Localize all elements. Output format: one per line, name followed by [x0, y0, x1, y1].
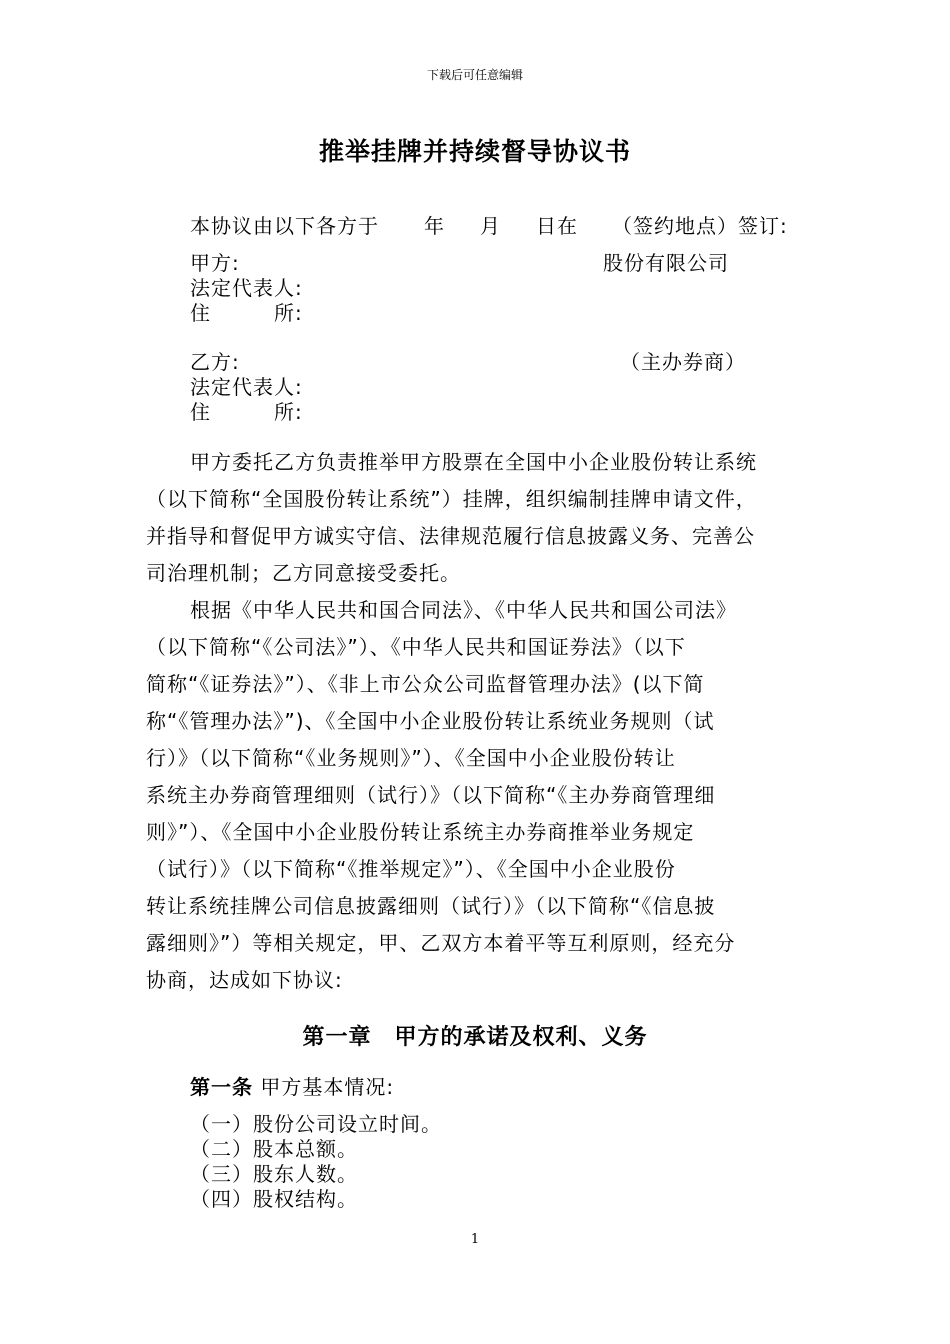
- article-heading: [190, 1075, 394, 1099]
- para1-line: 并指导和督促甲方诚实守信、法律规范履行信息披露义务、完善公: [146, 524, 755, 548]
- para2-line: 系统主办券商管理细则（试行）》（以下简称“《主办券商管理细: [146, 783, 716, 807]
- party-a-rep: 法定代表人:: [190, 276, 303, 300]
- intro-prefix: 本协议由以下各方于: [190, 214, 379, 238]
- document-title: 推举挂牌并持续督导协议书: [318, 137, 631, 166]
- chapter-heading: 第一章 甲方的承诺及权利、义务: [302, 1025, 648, 1050]
- page-number: 1: [470, 1232, 480, 1247]
- party-b-addr: 住 所:: [190, 400, 303, 424]
- para2-line: 则》”）、《全国中小企业股份转让系统主办券商推举业务规定: [146, 820, 695, 844]
- intro-day-at: 日在: [536, 214, 578, 238]
- para2-line: 协商，达成如下协议:: [146, 968, 343, 992]
- list-item: （三）股东人数。: [190, 1162, 358, 1186]
- article-label: 第一条: [190, 1075, 253, 1099]
- list-item: （一）股份公司设立时间。: [190, 1112, 442, 1136]
- party-b-label: 乙方:: [190, 350, 240, 374]
- page-header: 下载后可任意编辑: [426, 68, 523, 82]
- para2-line: 简称“《证券法》”）、《非上市公众公司监督管理办法》(以下简: [146, 672, 705, 696]
- para1-line: （以下简称“全国股份转让系统”）挂牌，组织编制挂牌申请文件，: [146, 487, 757, 511]
- para1-line: 司治理机制；乙方同意接受委托。: [146, 561, 461, 585]
- list-item: （四）股权结构。: [190, 1187, 358, 1211]
- intro-place: （签约地点）签订:: [612, 214, 788, 238]
- para2-line: （试行）》（以下简称“《推举规定》”）、《全国中小企业股份: [146, 857, 676, 881]
- para2-line: 转让系统挂牌公司信息披露细则（试行）》（以下简称“《信息披: [146, 894, 716, 918]
- para2-line: （以下简称“《公司法》”）、《中华人民共和国证券法》（以下: [146, 635, 686, 659]
- article-text: 甲方基本情况:: [260, 1075, 395, 1099]
- para2-line: 行）》（以下简称“《业务规则》”）、《全国中小企业股份转让: [146, 746, 676, 770]
- para1-line: 甲方委托乙方负责推举甲方股票在全国中小企业股份转让系统: [190, 450, 757, 474]
- intro-month: 月: [480, 214, 501, 238]
- party-a-label: 甲方:: [190, 251, 240, 275]
- intro-year: 年: [424, 214, 445, 238]
- para2-line: 露细则》”）等相关规定，甲、乙双方本着平等互利原则，经充分: [146, 931, 736, 955]
- list-item: （二）股本总额。: [190, 1137, 358, 1161]
- party-a-addr: 住 所:: [190, 301, 303, 325]
- party-a-suffix: 股份有限公司: [603, 251, 729, 275]
- party-b-rep: 法定代表人:: [190, 375, 303, 399]
- para2-line: 根据《中华人民共和国合同法》、《中华人民共和国公司法》: [190, 598, 737, 622]
- para2-line: 称“《管理办法》”)、《全国中小企业股份转让系统业务规则（试: [146, 709, 715, 733]
- party-b-suffix: （主办券商）: [620, 350, 746, 374]
